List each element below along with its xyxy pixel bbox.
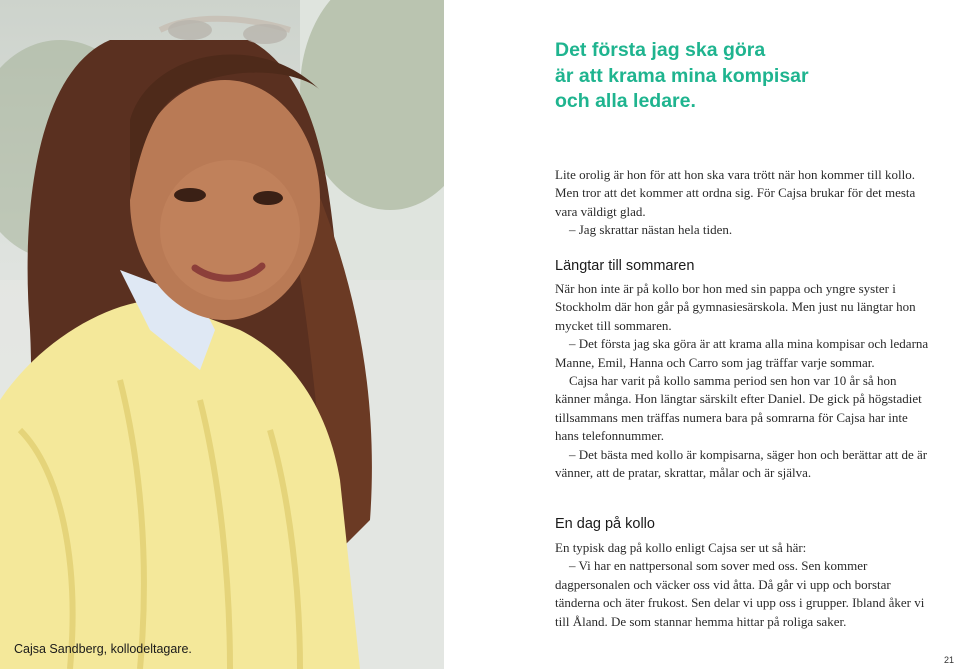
section-heading-day: En dag på kollo	[555, 516, 655, 532]
section-paragraph: En typisk dag på kollo enligt Cajsa ser ut så här:	[555, 540, 807, 555]
portrait-photo	[0, 0, 444, 669]
headline-line: och alla ledare.	[555, 90, 696, 112]
portrait-illustration	[0, 0, 444, 669]
intro-quote: – Jag skrattar nästan hela tiden.	[569, 222, 733, 238]
section-day-text	[555, 539, 933, 631]
section-paragraph: – Vi har en nattpersonal som sover med oss. Sen kommer dagpersonalen och väcker oss vid åtta. Då går vi upp och borstar tänderna och äter frukost. Sen delar vi upp oss i grupper. Ibland åker vi till Åland. De som stannar hemma hittar på roliga saker.	[555, 558, 925, 629]
section-paragraph: – Det bästa med kollo är kompisarna, säger hon och berättar att de är vänner, att de pratar, skrattar, målar och är själva.	[555, 446, 928, 481]
section-heading-longing: Längtar till sommaren	[555, 258, 695, 274]
headline-line: Det första jag ska göra	[555, 39, 766, 61]
section-paragraph: När hon inte är på kollo bor hon med sin pappa och yngre syster i Stockholm där hon går på gymnasiesärskola. Men just nu längtar hon mycket till sommaren.	[555, 281, 916, 333]
headline-line: är att krama mina kompisar	[555, 64, 809, 87]
intro-paragraph: Lite orolig är hon för att hon ska vara trött när hon kommer till kollo. Men tror att det kommer att ordna sig. För Cajsa brukar för det mesta vara väldigt glad.	[555, 167, 916, 219]
section-longing-text	[555, 280, 933, 482]
page-number: 21	[944, 655, 955, 665]
article-headline	[555, 38, 935, 115]
intro-text	[555, 166, 933, 240]
section-paragraph: Cajsa har varit på kollo samma period sen hon var 10 år så hon känner många. Hon längtar särskilt efter Daniel. De gick på högstadiet tillsammans men träffas numera bara på somrarna för Cajsa har inte hans telefonnummer.	[555, 373, 922, 444]
section-paragraph: – Det första jag ska göra är att krama alla mina kompisar och ledarna Manne, Emil, Hanna och Carro som jag träffar varje sommar.	[555, 336, 929, 370]
photo-caption: Cajsa Sandberg, kollodeltagare.	[14, 642, 192, 656]
